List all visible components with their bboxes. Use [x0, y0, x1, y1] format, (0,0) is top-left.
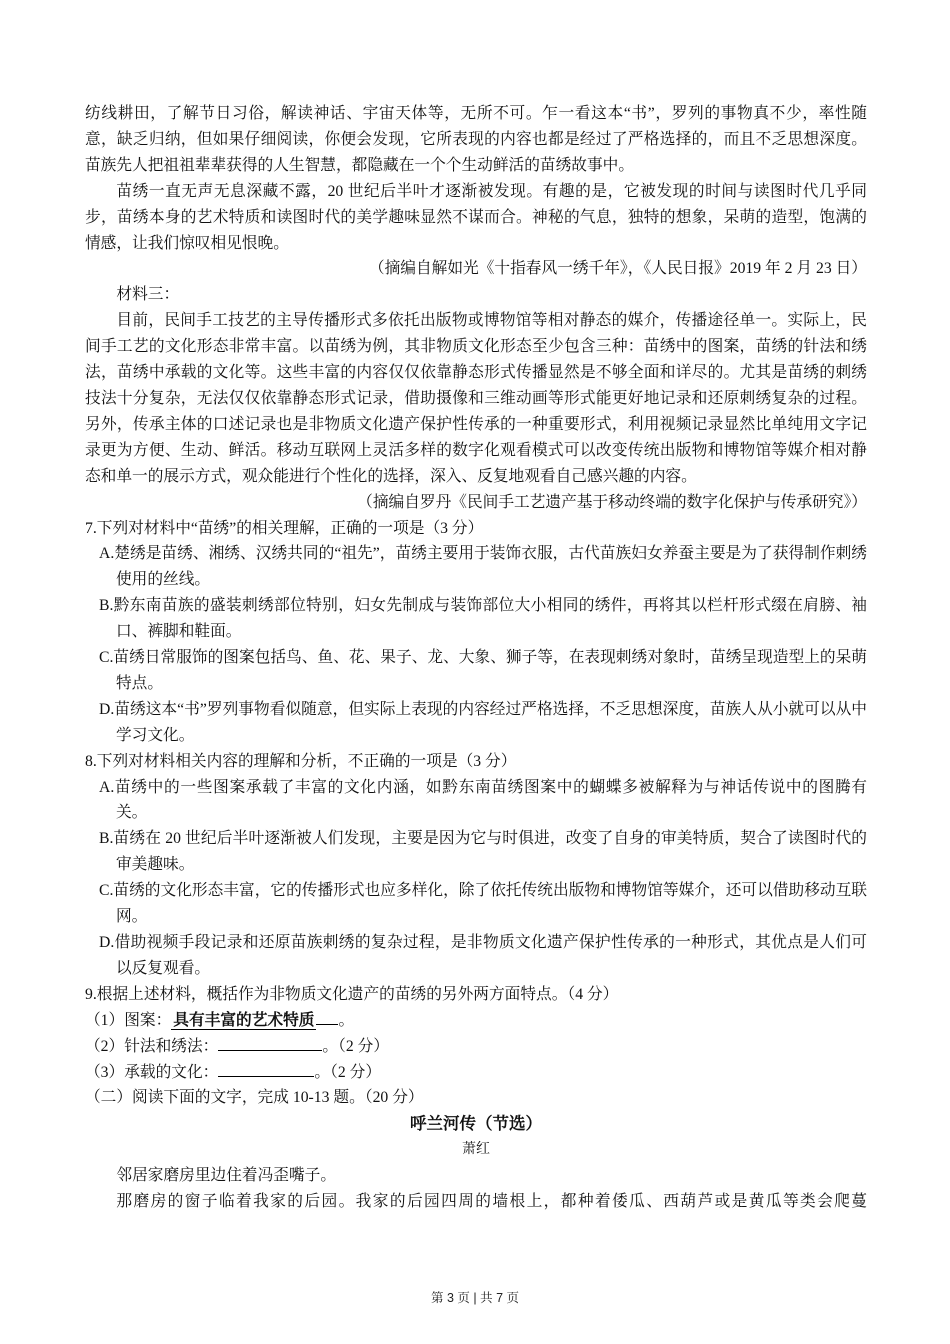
question-7-option-c: C.苗绣日常服饰的图案包括鸟、鱼、花、果子、龙、大象、狮子等，在表现刺绣对象时，苗绣呈现造型上的呆萌特点。 — [99, 649, 867, 692]
question-8-option-b: B.苗绣在 20 世纪后半叶逐渐被人们发现，主要是因为它与时俱进，改变了自身的审美特质，契合了读图时代的审美趣味。 — [99, 830, 867, 874]
question-8-option-a: A.苗绣中的一些图案承载了丰富的文化内涵，如黔东南苗绣图案中的蝴蝶多被解释为与神话传说中的图腾有关。 — [99, 778, 867, 822]
question-9-item-1 — [85, 1008, 867, 1034]
q9-item3-blank — [218, 1064, 314, 1077]
paragraph-material2: 苗绣一直无声无息深藏不露，20 世纪后半叶才逐渐被发现。有趣的是，它被发现的时间与读图时代几乎同步，苗绣本身的艺术特质和读图时代的美学趣味显然不谋而合。神秘的气息，独特的想象，呆萌的造型，饱满的情感，让我们惊叹相见恨晚。 — [85, 182, 867, 252]
material3-label: 材料三： — [116, 286, 180, 304]
q9-item1-label: （1）图案： — [85, 1011, 172, 1029]
question-8-option-c: C.苗绣的文化形态丰富，它的传播形式也应多样化，除了依托传统出版物和博物馆等媒介，还可以借助移动互联网。 — [99, 882, 867, 926]
source-attribution-material2: （摘编自解如光《十指春风一绣千年》，《人民日报》2019 年 2 月 23 日） — [368, 260, 867, 278]
q9-item3-suffix: 。（2 分） — [314, 1063, 382, 1081]
page-number: 第 3 页 | 共 7 页 — [431, 1291, 519, 1305]
question-8-option-d: D.借助视频手段记录和还原苗族刺绣的复杂过程，是非物质文化遗产保护性传承的一种形式，其优点是人们可以反复观看。 — [99, 934, 867, 977]
section-2-intro: （二）阅读下面的文字，完成 10-13 题。（20 分） — [85, 1089, 424, 1107]
q9-item2-blank — [218, 1038, 322, 1051]
q9-item1-answer: 具有丰富的艺术特质 — [173, 1011, 315, 1029]
question-9-item-2 — [85, 1034, 867, 1060]
q9-item1-blank — [316, 1012, 338, 1025]
q9-item2-label: （2）针法和绣法： — [85, 1037, 219, 1055]
paragraph-material3: 目前，民间手工技艺的主导传播形式多依托出版物或博物馆等相对静态的媒介，传播途径单一。实际上，民间手工艺的文化形态非常丰富。以苗绣为例，其非物质文化形态至少包含三种：苗绣中的图案，苗绣的针法和绣法，苗绣中承载的文化等。这些丰富的内容仅仅依靠静态形式传播显然是不够全面和详尽的。尤其是苗绣的刺绣技法十分复杂，无法仅仅依靠静态形式记录，借助摄像和三维动画等形式能更好地记录和还原刺绣复杂的过程。另外，传承主体的口述记录也是非物质文化遗产保护性传承的一种重要形式，利用视频记录显然比单纯用文字记录更为方便、生动、鲜活。移动互联网上灵活多样的数字化观看模式可以改变传统出版物和博物馆等媒介相对静态和单一的展示方式，观众能进行个性化的选择，深入、反复地观看自己感兴趣的内容。 — [85, 312, 867, 485]
question-9-item-3 — [85, 1060, 867, 1086]
question-7-option-a: A.楚绣是苗绣、湘绣、汉绣共同的“祖先”，苗绣主要用于装饰衣服，古代苗族妇女养蚕主要是为了获得制作刺绣使用的丝线。 — [99, 545, 867, 589]
paragraph-material2-continued: 纺线耕田，了解节日习俗，解读神话、宇宙天体等，无所不可。乍一看这本“书”，罗列的事物真不少，率性随意，缺乏归纳，但如果仔细阅读，你便会发现，它所表现的内容也都是经过了严格选择的，而且不乏思想深度。苗族先人把祖祖辈辈获得的人生智慧，都隐藏在一个个生动鲜活的苗绣故事中。 — [85, 105, 867, 174]
question-7-option-b: B.黔东南苗族的盛装刺绣部位特别，妇女先制成与装饰部位大小相同的绣件，再将其以栏杆形式缀在肩膀、袖口、裤脚和鞋面。 — [99, 597, 867, 641]
q9-item2-suffix: 。（2 分） — [322, 1037, 390, 1055]
q9-item3-label: （3）承载的文化： — [85, 1063, 219, 1081]
question-8-stem: 8.下列对材料相关内容的理解和分析，不正确的一项是（3 分） — [85, 752, 517, 770]
paragraph-passage-2: 那磨房的窗子临着我家的后园。我家的后园四周的墙根上，都种着倭瓜、西葫芦或是黄瓜等类会爬蔓 — [116, 1193, 867, 1211]
question-7-option-d: D.苗绣这本“书”罗列事物看似随意，但实际上表现的内容经过严格选择，不乏思想深度，苗族人从小就可以从中学习文化。 — [99, 700, 867, 744]
question-9-stem: 9.根据上述材料，概括作为非物质文化遗产的苗绣的另外两方面特点。（4 分） — [85, 985, 619, 1003]
page-content — [85, 101, 867, 1215]
reading-passage-author: 萧红 — [462, 1142, 490, 1158]
page-footer — [0, 1288, 950, 1306]
source-attribution-material3: （摘编自罗丹《民间手工艺遗产基于移动终端的数字化保护与传承研究》） — [357, 493, 867, 511]
paragraph-passage-1: 邻居家磨房里边住着冯歪嘴子。 — [116, 1167, 337, 1185]
question-7-stem: 7.下列对材料中“苗绣”的相关理解，正确的一项是（3 分） — [85, 519, 484, 537]
q9-item1-period: 。 — [338, 1011, 355, 1029]
reading-passage-title: 呼兰河传（节选） — [410, 1114, 542, 1134]
